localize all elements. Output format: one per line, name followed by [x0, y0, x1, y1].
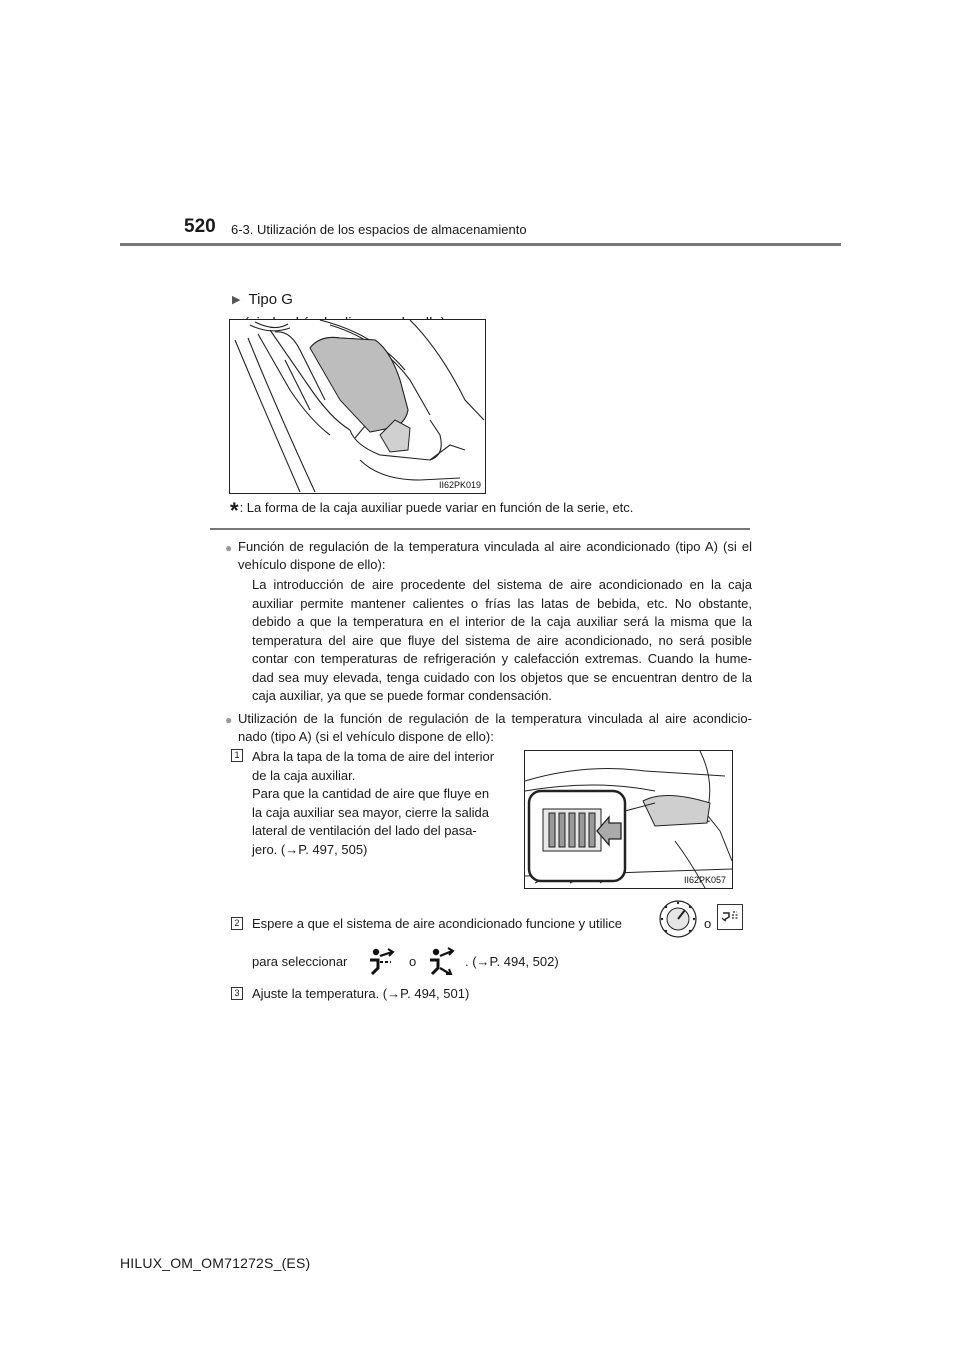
step-1-line: Abra la tapa de la toma de aire del interior [252, 749, 495, 764]
footnote-star: * [230, 498, 239, 523]
section-divider [210, 528, 750, 530]
bullet-heading: Utilización de la función de regulación de la temperatura vinculada al aire acondicio- nado (tipo A) (si el vehículo dispone de ello): [238, 711, 752, 744]
air-intake-illustration [524, 750, 733, 889]
ac-dial-icon [658, 899, 698, 939]
step-2-or: o [704, 916, 712, 931]
header-divider [120, 243, 841, 246]
airflow-button-icon [717, 904, 743, 930]
document-code-footer: HILUX_OM_OM71272S_(ES) [120, 1255, 311, 1271]
step-number-badge: 3 [231, 987, 243, 1000]
step-number-badge: 1 [231, 749, 243, 762]
footnote-text: : La forma de la caja auxiliar puede variar en función de la serie, etc. [239, 500, 634, 515]
step-2-or: o [409, 954, 417, 969]
step-1-line: lateral de ventilación del lado del pasa- [252, 823, 477, 838]
console-box-illustration [229, 319, 486, 494]
air-intake-drawing [525, 751, 732, 888]
bullet-heading: Función de regulación de la temperatura vinculada al aire acondicionado (tipo A) (si el vehículo dispone de ello): [238, 539, 752, 572]
step-2-line2-prefix: para seleccionar [252, 954, 348, 969]
bullet-body-paragraph: La introducción de aire procedente del sistema de aire acondicionado en la caja auxiliar permite mantener calientes o frías las latas de bebida, etc. No obstante, debido a que la temperatura en el interior de la caja auxiliar será la misma que la temperatura del aire que fluye del sistema de aire acondicionado, no será posible contar con temperaturas de refrigeración y calefacción extremas. Cuando la hume- dad sea muy elevada, tenga cuidado con los objetos que se encuentran dentro de la caja auxiliar, ya que se puede formar condensación. [252, 577, 752, 703]
step-3-text: Ajuste la temperatura. (→P. 494, 501) [252, 986, 470, 1001]
figure-code: II62PK019 [438, 480, 481, 490]
step-1-line: de la caja auxiliar. [252, 767, 356, 783]
step-1-line: Para que la cantidad de aire que fluye en [252, 786, 490, 801]
footnote [230, 498, 633, 524]
type-heading [232, 291, 293, 308]
step-number-badge: 2 [231, 917, 243, 930]
step-2-line2-suffix: . (→P. 494, 502) [465, 954, 559, 969]
step-1-line: jero. (→P. 497, 505) [252, 841, 368, 857]
step-1-text [252, 748, 506, 859]
face-airflow-icon [366, 946, 398, 976]
step-1-line: la caja auxiliar sea mayor, cierre la salida [252, 804, 489, 820]
figure-code: II62PK057 [683, 875, 726, 885]
bullet-dot-icon: ● [225, 541, 233, 555]
page-number: 520 [184, 216, 216, 237]
bilevel-airflow-icon [426, 946, 460, 976]
bullet-item [225, 538, 752, 574]
console-box-drawing [230, 320, 485, 493]
step-2-line1: Espere a que el sistema de aire acondicionado funcione y utilice [252, 916, 623, 931]
bullet-item [225, 710, 752, 746]
bullet-dot-icon: ● [225, 713, 233, 727]
section-title: 6-3. Utilización de los espacios de almacenamiento [231, 222, 527, 237]
triangle-bullet-icon: ▶ [232, 294, 241, 306]
type-heading-title: Tipo G [248, 291, 293, 308]
